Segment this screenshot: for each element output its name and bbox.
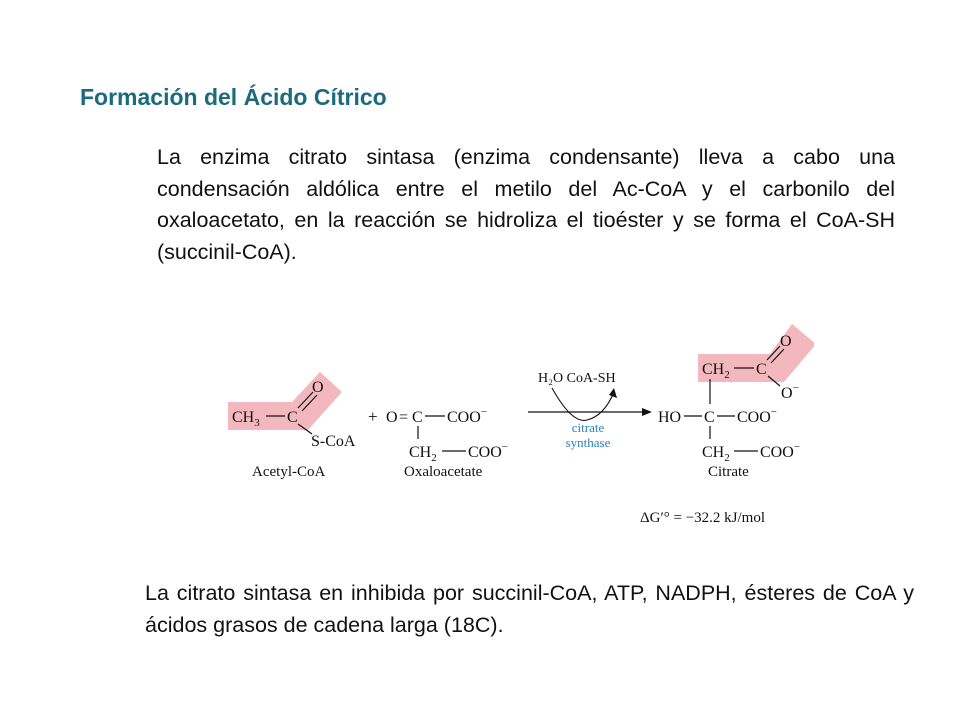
delta-g-label: ΔG′° = −32.2 kJ/mol — [640, 510, 766, 526]
reaction-figure — [222, 316, 814, 534]
citrate-label: Citrate — [708, 464, 749, 480]
oxaloacetate-label: Oxaloacetate — [404, 464, 483, 480]
paragraph-inhibition: La citrato sintasa en inhibida por succinil-CoA, ATP, NADPH, ésteres de CoA y ácidos grasos de cadena larga (18C). — [145, 581, 914, 637]
oxalo-double-bond: = — [399, 409, 409, 426]
citrate-coo-middle: COO− — [737, 406, 777, 426]
enzyme-label-line1: citrate — [571, 420, 605, 435]
plus-sign: + — [368, 407, 378, 426]
citrate-carbonyl-oxygen: O — [780, 333, 792, 350]
citrate-ch2-top: $CH_2$ — [702, 361, 730, 381]
citrate-ch2-bottom: $CH_2$ — [702, 444, 730, 464]
slide-title: Formación del Ácido Cítrico — [80, 84, 387, 110]
citrate-central-carbon: C — [704, 409, 715, 426]
acetyl-carbon: C — [287, 409, 298, 426]
cofactor-arrowhead — [609, 388, 617, 398]
oxalo-carbon: C — [412, 409, 423, 426]
paragraph-citrate-synthase: La enzima citrato sintasa (enzima condensante) lleva a cabo una condensación aldólica entre el metilo del Ac-CoA y el carbonilo del oxaloacetato, en la reacción se hidroliza el tioéster y se forma el CoA-SH (succinil-CoA). — [157, 145, 895, 264]
oxalo-coo-top: COO− — [447, 406, 487, 426]
reaction-diagram — [222, 316, 814, 534]
acetyl-ch3: $CH_3$ — [232, 409, 260, 429]
citrate-coo-bottom: COO− — [760, 441, 800, 461]
citrate-carboxyl-carbon: C — [756, 361, 767, 378]
cofactor-curved-arrow — [552, 388, 614, 420]
oxalo-oxygen: O — [386, 409, 398, 426]
enzyme-label-line2: synthase — [565, 435, 611, 450]
oxalo-ch2: $CH_2$ — [409, 444, 437, 464]
citrate-carboxylate-oxygen: O− — [781, 382, 799, 402]
cofactors-label: H₂O CoA-SH — [538, 371, 616, 386]
acetyl-coa-label: Acetyl-CoA — [252, 464, 326, 480]
reaction-arrowhead — [642, 408, 652, 416]
acetyl-oxygen: O — [312, 379, 324, 396]
citrate-ho: HO — [658, 409, 682, 426]
acetyl-scoa: S-CoA — [311, 433, 356, 450]
oxalo-coo-bottom: COO− — [468, 441, 508, 461]
